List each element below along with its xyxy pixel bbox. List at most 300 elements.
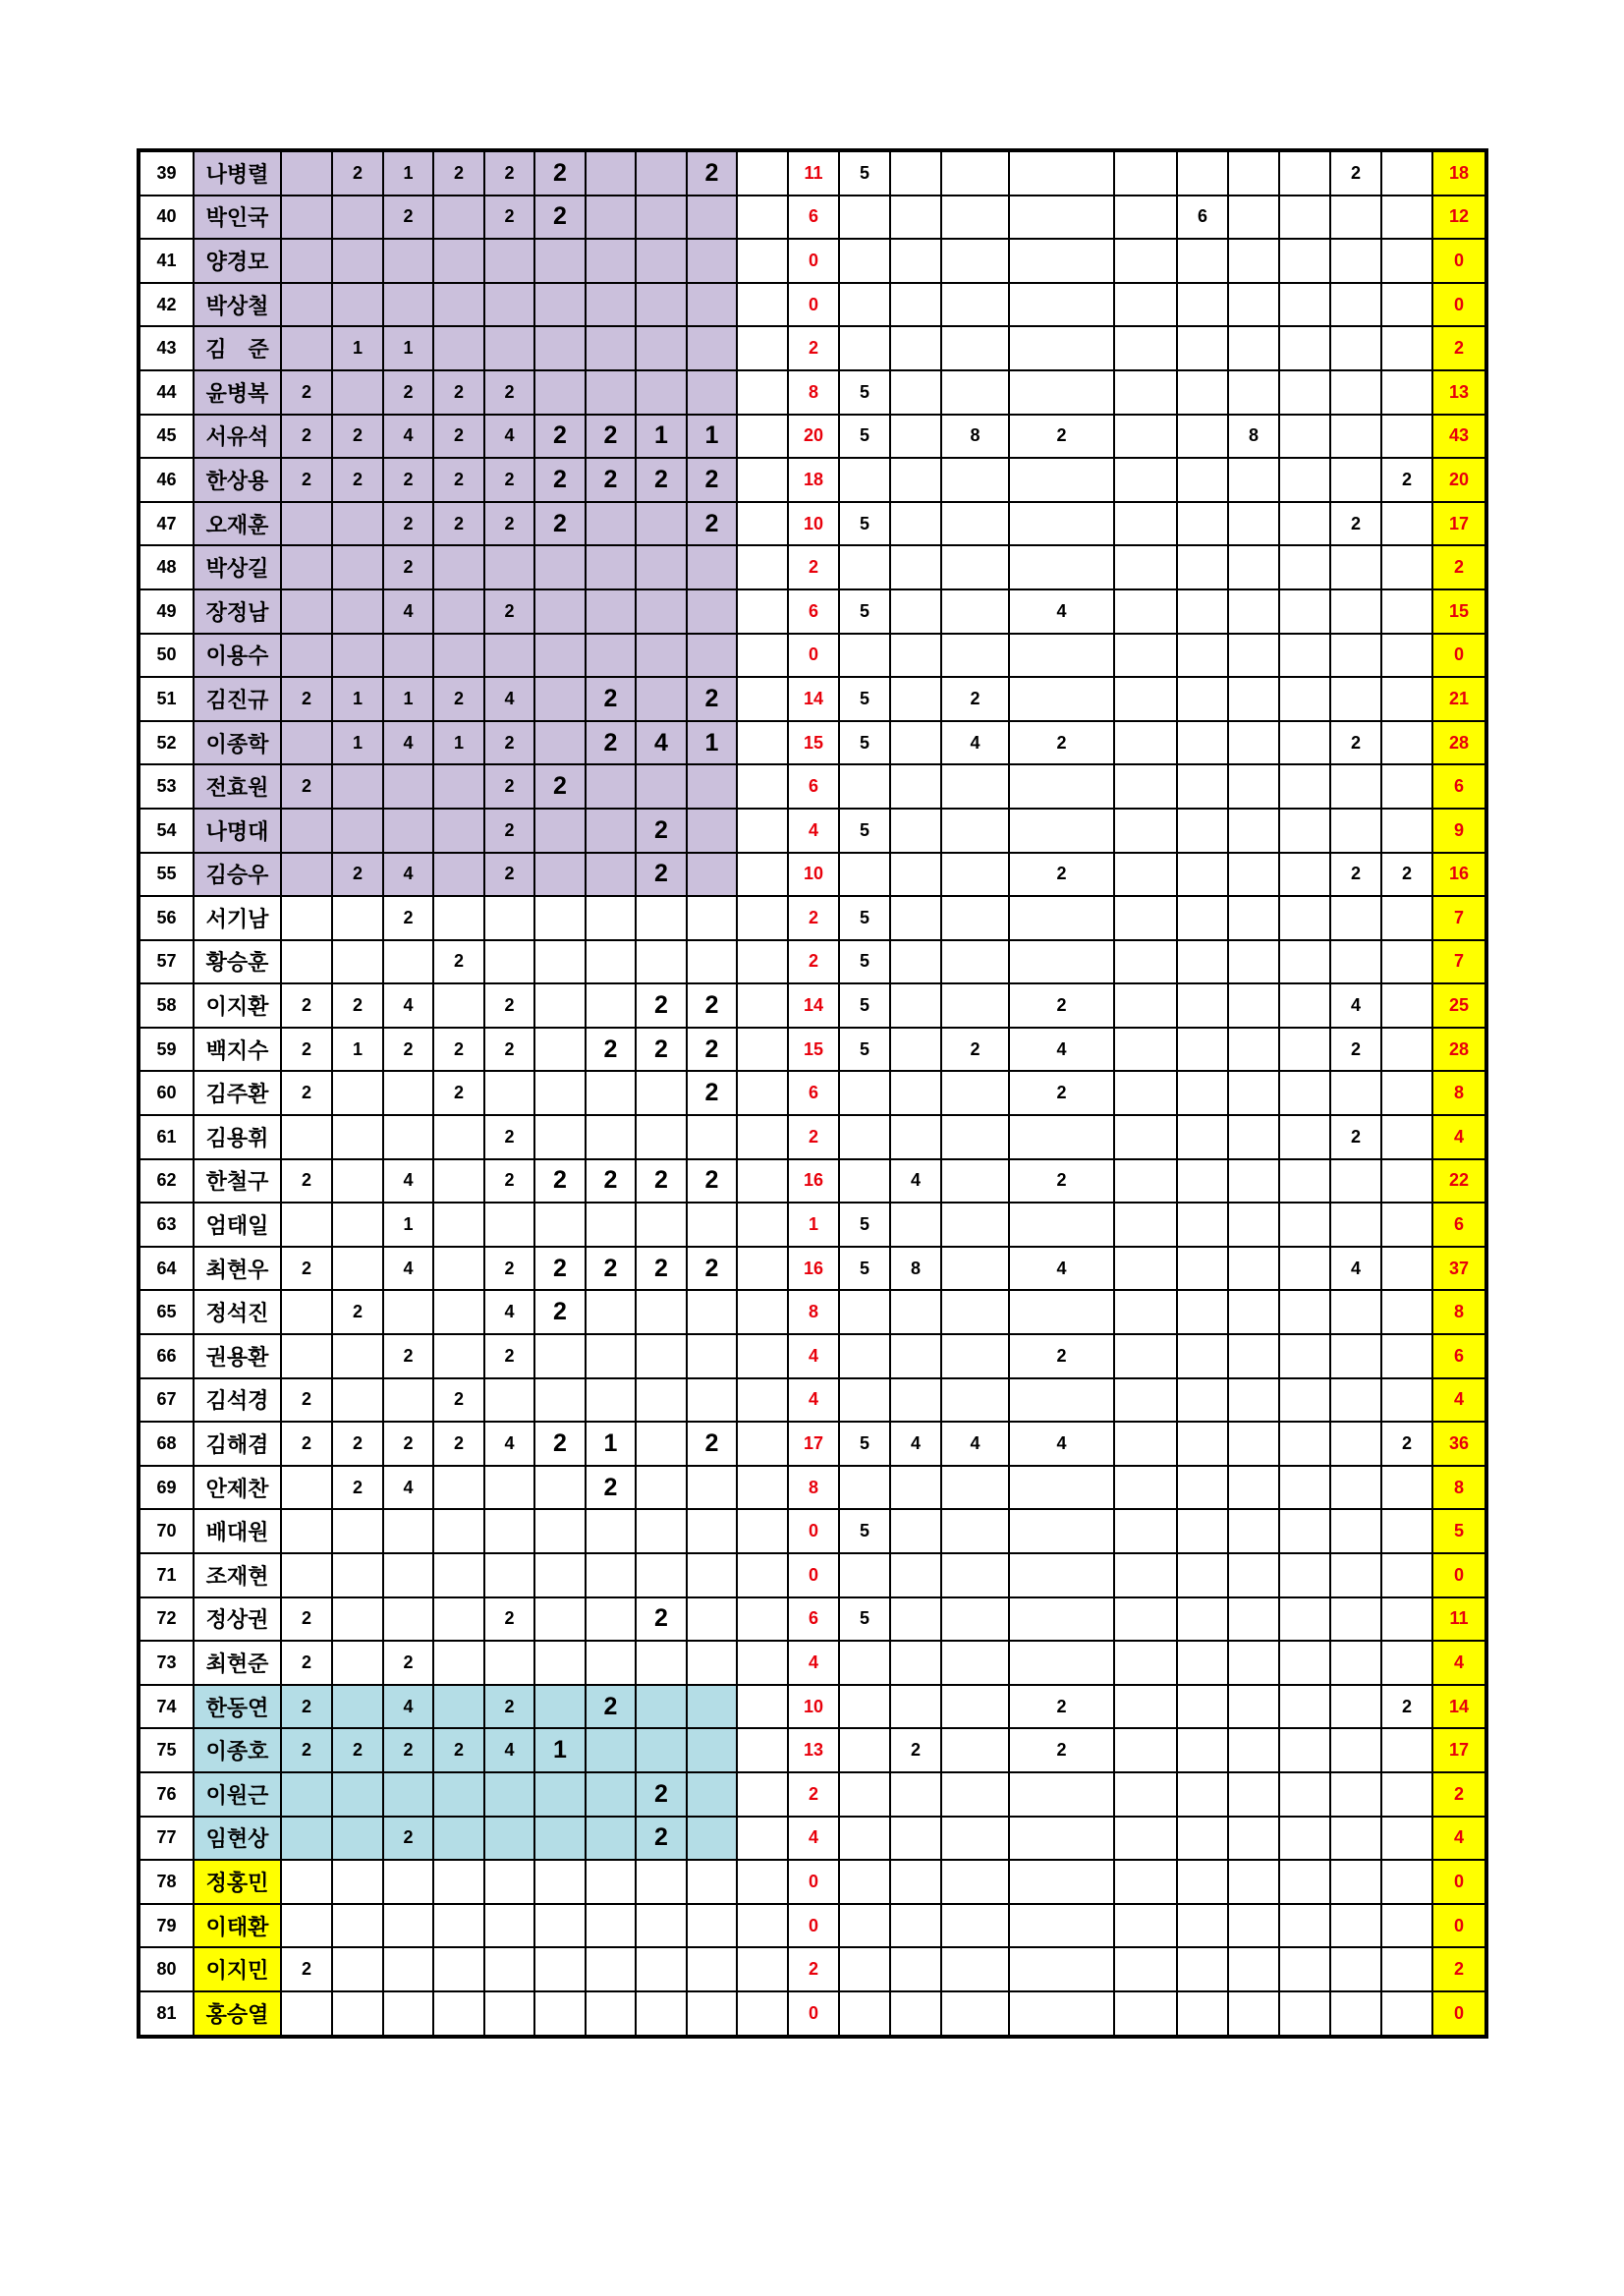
bonus-cell: 5: [839, 721, 890, 765]
bonus-cell: [1381, 896, 1432, 940]
player-name: 이종학: [194, 721, 281, 765]
total-cell: 17: [1432, 502, 1486, 546]
bonus-cell: [1279, 1071, 1330, 1115]
score-cell: [332, 1817, 383, 1861]
bonus-cell: [890, 1904, 941, 1948]
bonus-cell: [1177, 589, 1228, 634]
score-cell: 1: [383, 677, 433, 721]
table-row: [139, 1553, 1486, 1597]
total-cell: 15: [1432, 589, 1486, 634]
score-cell: 4: [484, 677, 534, 721]
row-number: 56: [139, 896, 194, 940]
bonus-cell: [1330, 1597, 1381, 1642]
total-cell: 43: [1432, 415, 1486, 459]
score-cell: [433, 896, 484, 940]
bonus-cell: [1381, 1641, 1432, 1685]
bonus-cell: [1114, 239, 1177, 283]
player-name: 장정남: [194, 589, 281, 634]
row-number: 40: [139, 196, 194, 240]
bonus-cell: [1114, 764, 1177, 809]
bonus-cell: 2: [1381, 1685, 1432, 1729]
score-cell: [636, 1685, 687, 1729]
bonus-cell: [1381, 196, 1432, 240]
bonus-cell: [1114, 1991, 1177, 2037]
total-cell: 14: [1432, 1685, 1486, 1729]
spacer-cell: [737, 1553, 788, 1597]
bonus-cell: 2: [1330, 150, 1381, 196]
subtotal-cell: 8: [788, 1466, 839, 1510]
bonus-cell: [839, 1159, 890, 1204]
score-cell: [433, 1991, 484, 2037]
bonus-cell: [839, 1685, 890, 1729]
score-cell: 2: [281, 1422, 332, 1466]
bonus-cell: [1279, 370, 1330, 415]
total-cell: 36: [1432, 1422, 1486, 1466]
score-cell: [281, 634, 332, 678]
score-cell: 4: [383, 589, 433, 634]
score-cell: [534, 677, 586, 721]
score-cell: [433, 326, 484, 370]
subtotal-cell: 4: [788, 1334, 839, 1378]
bonus-cell: [1009, 677, 1114, 721]
player-name: 서유석: [194, 415, 281, 459]
spacer-cell: [737, 589, 788, 634]
total-cell: 7: [1432, 940, 1486, 984]
bonus-cell: [839, 283, 890, 327]
score-cell: [586, 634, 636, 678]
bonus-cell: [839, 1817, 890, 1861]
score-cell: [586, 1597, 636, 1642]
score-cell: 2: [433, 677, 484, 721]
bonus-cell: [1279, 326, 1330, 370]
bonus-cell: [1279, 1728, 1330, 1772]
bonus-cell: [1330, 1466, 1381, 1510]
bonus-cell: [890, 458, 941, 502]
bonus-cell: 5: [839, 415, 890, 459]
player-name: 정석진: [194, 1290, 281, 1334]
bonus-cell: [941, 458, 1009, 502]
score-cell: [433, 1947, 484, 1991]
score-cell: [433, 1817, 484, 1861]
bonus-cell: [890, 1071, 941, 1115]
score-cell: [332, 1772, 383, 1817]
bonus-cell: [1381, 1860, 1432, 1904]
bonus-cell: [1177, 239, 1228, 283]
spacer-cell: [737, 1203, 788, 1247]
bonus-cell: [1279, 1509, 1330, 1553]
bonus-cell: 4: [1009, 1028, 1114, 1072]
row-number: 66: [139, 1334, 194, 1378]
bonus-cell: [1381, 1378, 1432, 1423]
score-cell: [281, 1466, 332, 1510]
score-cell: [636, 1991, 687, 2037]
bonus-cell: [839, 1772, 890, 1817]
bonus-cell: [1279, 502, 1330, 546]
score-cell: [332, 940, 383, 984]
score-cell: 2: [484, 1685, 534, 1729]
bonus-cell: [1009, 809, 1114, 853]
spacer-cell: [737, 1685, 788, 1729]
row-number: 48: [139, 545, 194, 589]
spacer-cell: [737, 1509, 788, 1553]
bonus-cell: [890, 634, 941, 678]
table-row: [139, 196, 1486, 240]
row-number: 44: [139, 370, 194, 415]
bonus-cell: [1279, 545, 1330, 589]
score-cell: [586, 1290, 636, 1334]
score-cell: 2: [281, 677, 332, 721]
player-name: 박상철: [194, 283, 281, 327]
bonus-cell: [1009, 896, 1114, 940]
score-cell: [687, 283, 737, 327]
score-cell: [332, 1334, 383, 1378]
total-cell: 21: [1432, 677, 1486, 721]
bonus-cell: [839, 1991, 890, 2037]
bonus-cell: [1114, 809, 1177, 853]
score-cell: [383, 1115, 433, 1159]
bonus-cell: [1381, 1772, 1432, 1817]
score-cell: 2: [586, 1028, 636, 1072]
total-cell: 2: [1432, 326, 1486, 370]
score-cell: [332, 1860, 383, 1904]
score-cell: [484, 1641, 534, 1685]
score-cell: 4: [383, 853, 433, 897]
bonus-cell: [1228, 502, 1279, 546]
bonus-cell: [1228, 1685, 1279, 1729]
bonus-cell: 2: [1381, 458, 1432, 502]
score-cell: 2: [383, 370, 433, 415]
score-cell: [383, 940, 433, 984]
score-cell: 2: [586, 1247, 636, 1291]
bonus-cell: [1279, 1553, 1330, 1597]
score-cell: 2: [281, 1378, 332, 1423]
bonus-cell: [1279, 940, 1330, 984]
bonus-cell: [890, 764, 941, 809]
score-cell: 2: [383, 1641, 433, 1685]
bonus-cell: 8: [941, 415, 1009, 459]
bonus-cell: 2: [1009, 721, 1114, 765]
score-cell: [534, 545, 586, 589]
score-cell: 2: [433, 150, 484, 196]
bonus-cell: [839, 853, 890, 897]
bonus-cell: [1009, 1115, 1114, 1159]
table-row: [139, 1817, 1486, 1861]
score-cell: [534, 1028, 586, 1072]
bonus-cell: [1279, 1028, 1330, 1072]
bonus-cell: 2: [1009, 1334, 1114, 1378]
bonus-cell: [1009, 764, 1114, 809]
bonus-cell: [1009, 1290, 1114, 1334]
score-cell: [383, 1553, 433, 1597]
score-cell: [484, 1466, 534, 1510]
bonus-cell: 2: [1009, 1685, 1114, 1729]
score-cell: 1: [687, 721, 737, 765]
bonus-cell: [1381, 283, 1432, 327]
bonus-cell: [1177, 1904, 1228, 1948]
player-name: 엄태일: [194, 1203, 281, 1247]
score-cell: [586, 983, 636, 1028]
bonus-cell: [1009, 283, 1114, 327]
score-cell: [636, 634, 687, 678]
bonus-cell: [941, 283, 1009, 327]
bonus-cell: [1330, 239, 1381, 283]
score-cell: [687, 1641, 737, 1685]
bonus-cell: 8: [1228, 415, 1279, 459]
bonus-cell: 2: [890, 1728, 941, 1772]
score-cell: [484, 634, 534, 678]
bonus-cell: [1381, 1290, 1432, 1334]
score-cell: [433, 1860, 484, 1904]
subtotal-cell: 0: [788, 634, 839, 678]
subtotal-cell: 4: [788, 1817, 839, 1861]
bonus-cell: 2: [1381, 853, 1432, 897]
subtotal-cell: 6: [788, 1597, 839, 1642]
score-cell: [534, 326, 586, 370]
bonus-cell: [890, 853, 941, 897]
bonus-cell: [1177, 896, 1228, 940]
bonus-cell: [1330, 1422, 1381, 1466]
score-cell: [586, 1904, 636, 1948]
score-cell: [383, 1509, 433, 1553]
score-cell: [636, 1509, 687, 1553]
player-name: 이태환: [194, 1904, 281, 1948]
score-cell: [332, 502, 383, 546]
table-row: [139, 502, 1486, 546]
score-cell: [281, 1115, 332, 1159]
bonus-cell: [1114, 150, 1177, 196]
spacer-cell: [737, 1159, 788, 1204]
score-cell: [586, 764, 636, 809]
score-cell: [281, 940, 332, 984]
spacer-cell: [737, 415, 788, 459]
player-name: 황승훈: [194, 940, 281, 984]
spacer-cell: [737, 1071, 788, 1115]
bonus-cell: [1279, 809, 1330, 853]
score-cell: [586, 196, 636, 240]
bonus-cell: [1279, 983, 1330, 1028]
subtotal-cell: 17: [788, 1422, 839, 1466]
score-cell: 2: [433, 458, 484, 502]
score-cell: [332, 1159, 383, 1204]
bonus-cell: [941, 196, 1009, 240]
bonus-cell: 4: [1009, 589, 1114, 634]
row-number: 55: [139, 853, 194, 897]
bonus-cell: [890, 1334, 941, 1378]
bonus-cell: [1381, 940, 1432, 984]
total-cell: 12: [1432, 196, 1486, 240]
score-cell: [433, 1509, 484, 1553]
bonus-cell: [890, 809, 941, 853]
bonus-cell: [839, 196, 890, 240]
spacer-cell: [737, 1290, 788, 1334]
score-cell: 2: [281, 415, 332, 459]
score-cell: [687, 1466, 737, 1510]
total-cell: 8: [1432, 1290, 1486, 1334]
score-cell: [636, 196, 687, 240]
player-name: 이지환: [194, 983, 281, 1028]
bonus-cell: [1330, 1071, 1381, 1115]
bonus-cell: [941, 940, 1009, 984]
table-row: [139, 1641, 1486, 1685]
bonus-cell: [941, 545, 1009, 589]
score-cell: 2: [534, 1159, 586, 1204]
score-cell: 2: [281, 1247, 332, 1291]
bonus-cell: [1228, 1290, 1279, 1334]
row-number: 63: [139, 1203, 194, 1247]
bonus-cell: 2: [1009, 415, 1114, 459]
score-cell: 2: [433, 940, 484, 984]
score-cell: [687, 1685, 737, 1729]
bonus-cell: [1279, 415, 1330, 459]
score-cell: 2: [687, 983, 737, 1028]
bonus-cell: [1177, 1509, 1228, 1553]
subtotal-cell: 11: [788, 150, 839, 196]
bonus-cell: [1279, 764, 1330, 809]
score-cell: [281, 1203, 332, 1247]
bonus-cell: [1228, 1860, 1279, 1904]
bonus-cell: [941, 150, 1009, 196]
spacer-cell: [737, 283, 788, 327]
score-cell: [433, 1772, 484, 1817]
score-cell: [332, 1115, 383, 1159]
score-cell: [433, 1159, 484, 1204]
score-cell: 4: [383, 415, 433, 459]
spacer-cell: [737, 1334, 788, 1378]
bonus-cell: 2: [1009, 983, 1114, 1028]
score-cell: [586, 326, 636, 370]
bonus-cell: [890, 1991, 941, 2037]
bonus-cell: 2: [1009, 853, 1114, 897]
score-cell: [586, 1509, 636, 1553]
subtotal-cell: 4: [788, 1641, 839, 1685]
score-cell: [484, 1904, 534, 1948]
score-cell: [586, 370, 636, 415]
bonus-cell: [1114, 415, 1177, 459]
row-number: 67: [139, 1378, 194, 1423]
spacer-cell: [737, 896, 788, 940]
bonus-cell: [1381, 1904, 1432, 1948]
bonus-cell: [1330, 1947, 1381, 1991]
player-name: 배대원: [194, 1509, 281, 1553]
bonus-cell: [941, 1466, 1009, 1510]
row-number: 51: [139, 677, 194, 721]
subtotal-cell: 0: [788, 239, 839, 283]
bonus-cell: [1177, 1071, 1228, 1115]
bonus-cell: [839, 545, 890, 589]
bonus-cell: [1381, 1728, 1432, 1772]
total-cell: 17: [1432, 1728, 1486, 1772]
player-name: 권용환: [194, 1334, 281, 1378]
bonus-cell: [1114, 458, 1177, 502]
bonus-cell: [1009, 1772, 1114, 1817]
bonus-cell: [1330, 283, 1381, 327]
bonus-cell: [1009, 239, 1114, 283]
bonus-cell: [1114, 1466, 1177, 1510]
table-row: [139, 1772, 1486, 1817]
score-cell: 2: [332, 415, 383, 459]
score-cell: 2: [332, 458, 383, 502]
table-row: [139, 589, 1486, 634]
total-cell: 2: [1432, 1947, 1486, 1991]
table-row: [139, 1115, 1486, 1159]
score-cell: [484, 1817, 534, 1861]
bonus-cell: 5: [839, 1509, 890, 1553]
spacer-cell: [737, 1378, 788, 1423]
score-cell: 2: [433, 502, 484, 546]
bonus-cell: [1177, 634, 1228, 678]
bonus-cell: [1009, 326, 1114, 370]
score-cell: [383, 1071, 433, 1115]
score-cell: 2: [433, 1422, 484, 1466]
bonus-cell: 2: [1330, 502, 1381, 546]
bonus-cell: [890, 721, 941, 765]
score-cell: [332, 809, 383, 853]
bonus-cell: [839, 239, 890, 283]
score-cell: 2: [433, 1728, 484, 1772]
score-cell: 2: [332, 150, 383, 196]
score-cell: [484, 1860, 534, 1904]
row-number: 59: [139, 1028, 194, 1072]
bonus-cell: [1114, 589, 1177, 634]
bonus-cell: [890, 1028, 941, 1072]
score-cell: [534, 1947, 586, 1991]
score-cell: [281, 896, 332, 940]
bonus-cell: [1177, 1159, 1228, 1204]
spacer-cell: [737, 983, 788, 1028]
score-cell: [534, 1553, 586, 1597]
score-cell: 4: [484, 1290, 534, 1334]
score-cell: [534, 1685, 586, 1729]
total-cell: 5: [1432, 1509, 1486, 1553]
subtotal-cell: 8: [788, 370, 839, 415]
bonus-cell: [1279, 721, 1330, 765]
bonus-cell: [1381, 1991, 1432, 2037]
bonus-cell: [941, 1509, 1009, 1553]
bonus-cell: [941, 1203, 1009, 1247]
table-row: [139, 1203, 1486, 1247]
score-cell: 1: [534, 1728, 586, 1772]
score-cell: 2: [636, 983, 687, 1028]
total-cell: 25: [1432, 983, 1486, 1028]
score-cell: [332, 1509, 383, 1553]
bonus-cell: [1381, 415, 1432, 459]
bonus-cell: [1330, 1290, 1381, 1334]
score-cell: [534, 1509, 586, 1553]
score-cell: [687, 239, 737, 283]
player-name: 이원근: [194, 1772, 281, 1817]
player-name: 정상권: [194, 1597, 281, 1642]
bonus-cell: [1330, 1904, 1381, 1948]
score-cell: [534, 940, 586, 984]
bonus-cell: [890, 196, 941, 240]
total-cell: 9: [1432, 809, 1486, 853]
score-cell: 1: [383, 150, 433, 196]
score-cell: [687, 1860, 737, 1904]
total-cell: 4: [1432, 1378, 1486, 1423]
row-number: 76: [139, 1772, 194, 1817]
player-name: 나명대: [194, 809, 281, 853]
bonus-cell: [1228, 1378, 1279, 1423]
bonus-cell: 4: [1330, 1247, 1381, 1291]
bonus-cell: [1381, 1028, 1432, 1072]
score-cell: [281, 721, 332, 765]
bonus-cell: [1279, 239, 1330, 283]
score-cell: [534, 239, 586, 283]
bonus-cell: [1009, 1817, 1114, 1861]
player-name: 김주환: [194, 1071, 281, 1115]
score-cell: [433, 1597, 484, 1642]
spacer-cell: [737, 809, 788, 853]
